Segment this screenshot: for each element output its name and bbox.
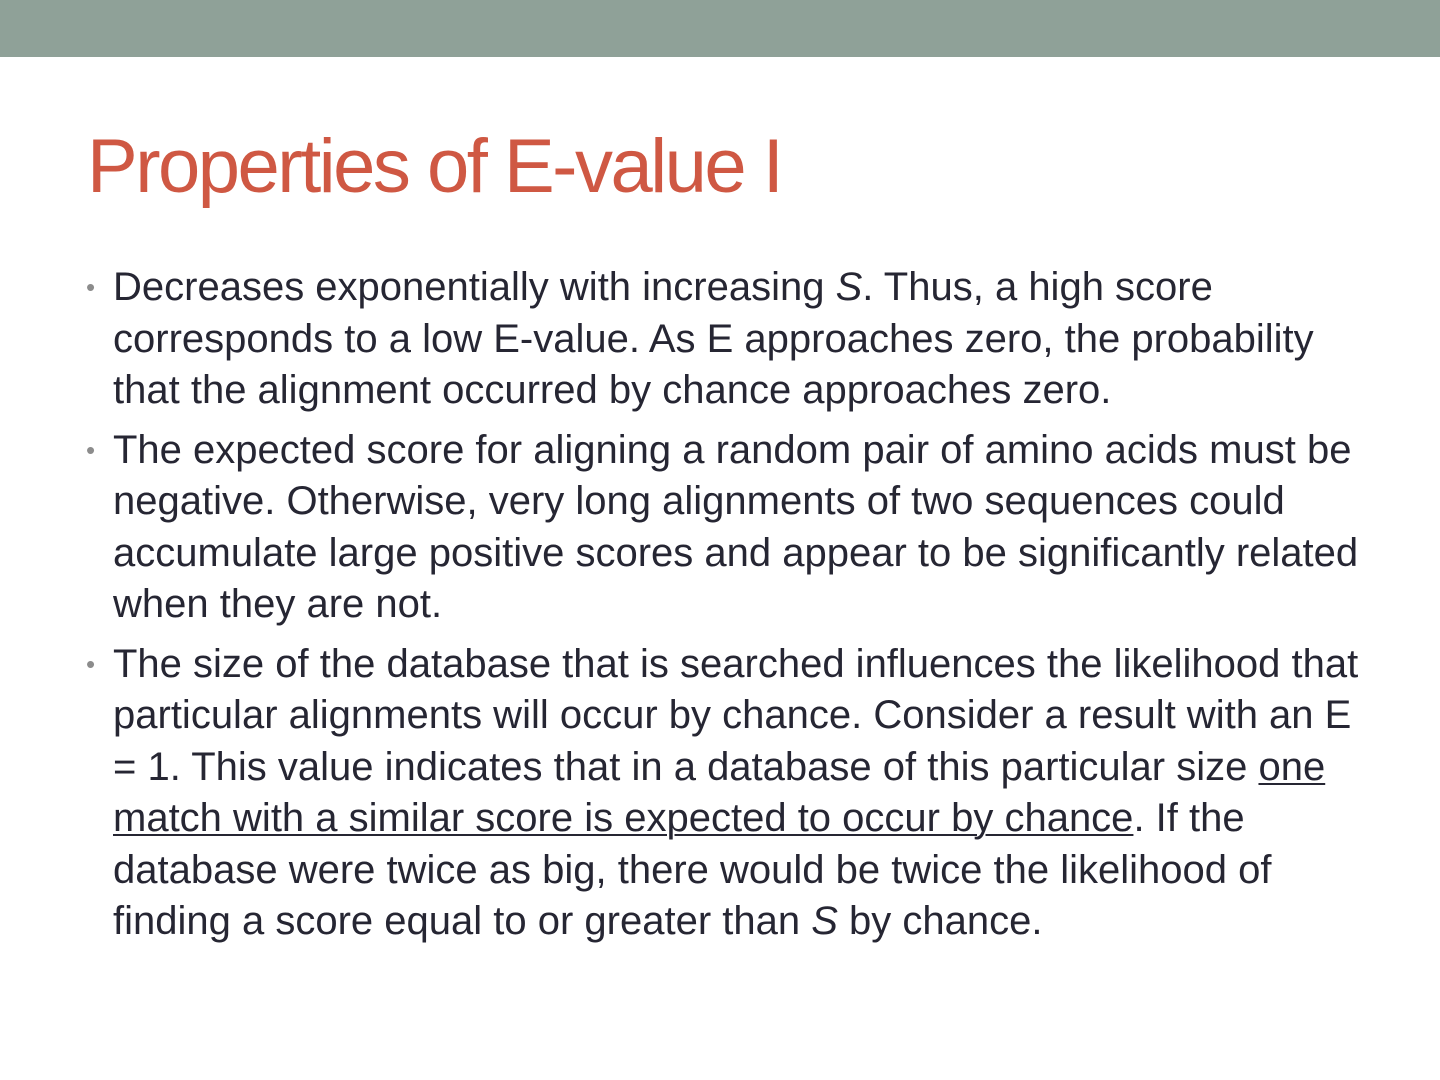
bullet-text-italic: S	[835, 265, 863, 309]
bullet-text: . Thus, a high score corresponds to a low E-value. As E approaches zero, the probability that the alignment occurred by chance approaches zero.	[113, 265, 1314, 412]
top-accent-bar	[0, 0, 1440, 57]
bullet-text: Decreases exponentially with increasing	[113, 265, 836, 309]
bullet-list	[86, 262, 1383, 956]
bullet-icon: •	[86, 648, 96, 679]
bullet-item	[86, 262, 1383, 417]
bullet-text-underlined: one match with a similar score is expected to occur by chance	[113, 744, 1326, 840]
bullet-icon: •	[86, 272, 96, 302]
bullet-text: The size of the database that is searched influences the likelihood that particular alignments will occur by chance. Consider a result with an E = 1. This value indicates that in a database of this particular size	[113, 641, 1359, 789]
bullet-text-italic: S	[811, 899, 838, 943]
bullet-text: The expected score for aligning a random pair of amino acids must be negative. Otherwise, very long alignments of two sequences could accumulate large positive scores and appear to be significantly related when they are not.	[113, 427, 1359, 626]
slide-title: Properties of E-value I	[87, 124, 782, 209]
bullet-item	[86, 425, 1383, 631]
bullet-text: by chance.	[837, 899, 1043, 943]
bullet-icon: •	[86, 434, 96, 465]
bullet-text: . If the database were twice as big, there would be twice the likelihood of finding a score equal to or greater than	[113, 796, 1272, 943]
bullet-item	[86, 639, 1383, 948]
